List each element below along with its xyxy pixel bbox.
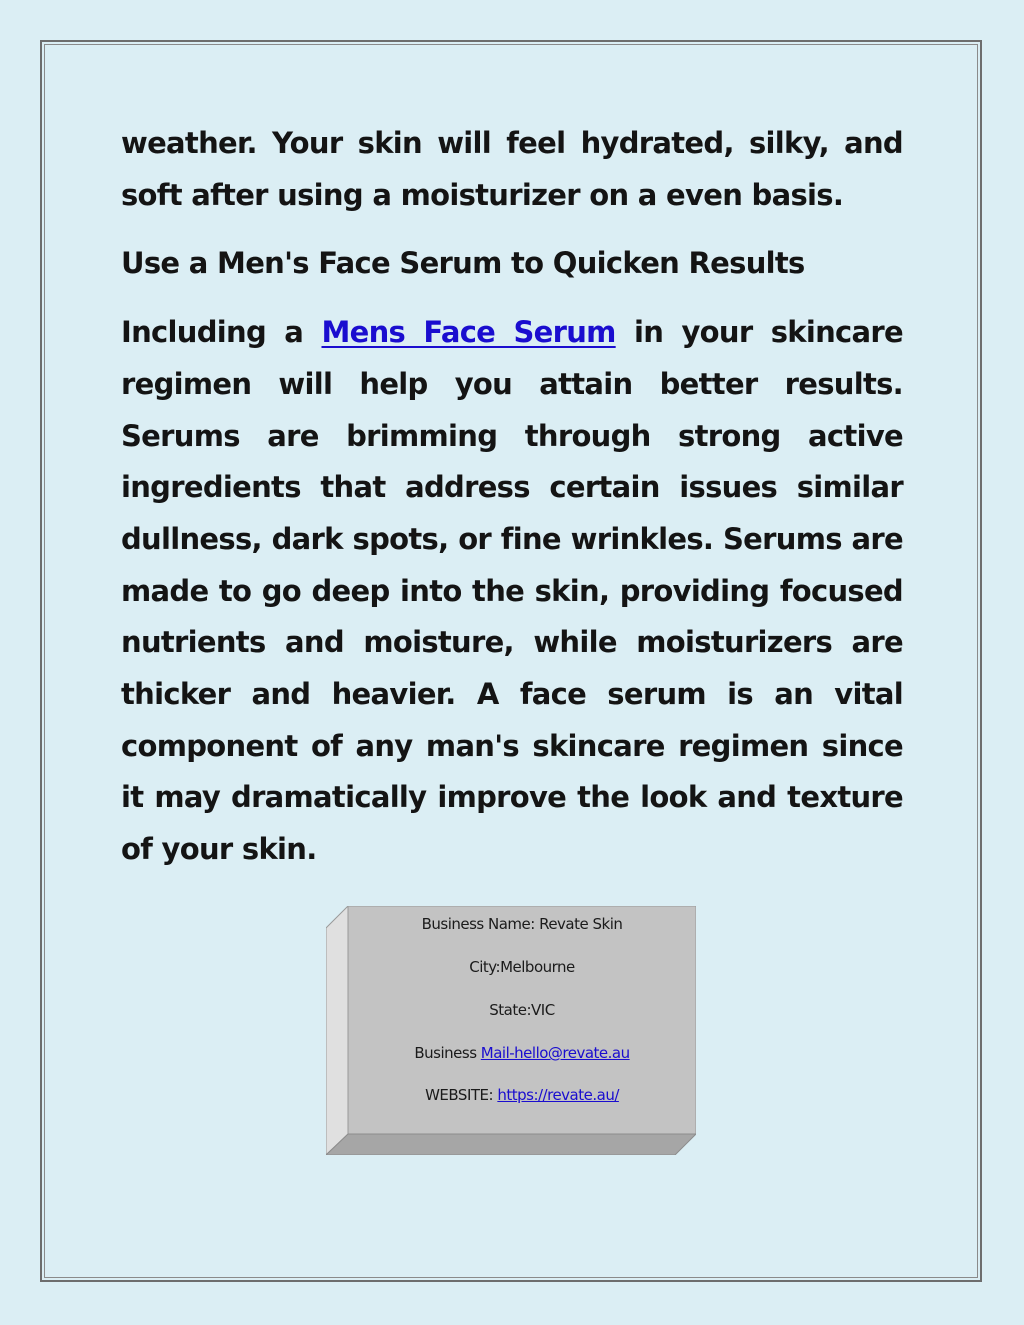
paragraph-serum <box>121 307 903 876</box>
city-line: City:Melbourne <box>469 958 575 976</box>
business-mail-line <box>348 1044 696 1062</box>
paragraph-serum-intro: Including a <box>121 315 322 350</box>
business-info-text <box>348 906 696 1134</box>
section-heading: Use a Men's Face Serum to Quicken Results <box>121 246 805 281</box>
mens-face-serum-link[interactable]: Mens Face Serum <box>321 315 616 350</box>
state-line: State:VIC <box>489 1001 555 1019</box>
business-mail-link[interactable]: Mail-hello@revate.au <box>480 1044 630 1062</box>
article-body <box>121 118 903 876</box>
paragraph-serum-body: in your skincare regimen will help you attain better results. Serums are brimming through strong active ingredients that address certain issues similar dullness, dark spots, or fine wrinkles. Serums are made to go deep into the skin, providing focused nutrients and moisture, while moisturizers are thicker and heavier. A face serum is an vital component of any man's skincare regimen since it may dramatically improve the look and texture of your skin. <box>121 315 903 867</box>
paragraph-moisturizer: weather. Your skin will feel hydrated, silky, and soft after using a moisturizer on a even basis. <box>121 126 903 212</box>
business-name-line: Business Name: Revate Skin <box>421 915 623 933</box>
website-link[interactable]: https://revate.au/ <box>497 1086 619 1104</box>
website-label: WEBSITE: <box>425 1086 498 1104</box>
website-line <box>348 1086 696 1104</box>
business-mail-label: Business <box>414 1044 481 1062</box>
